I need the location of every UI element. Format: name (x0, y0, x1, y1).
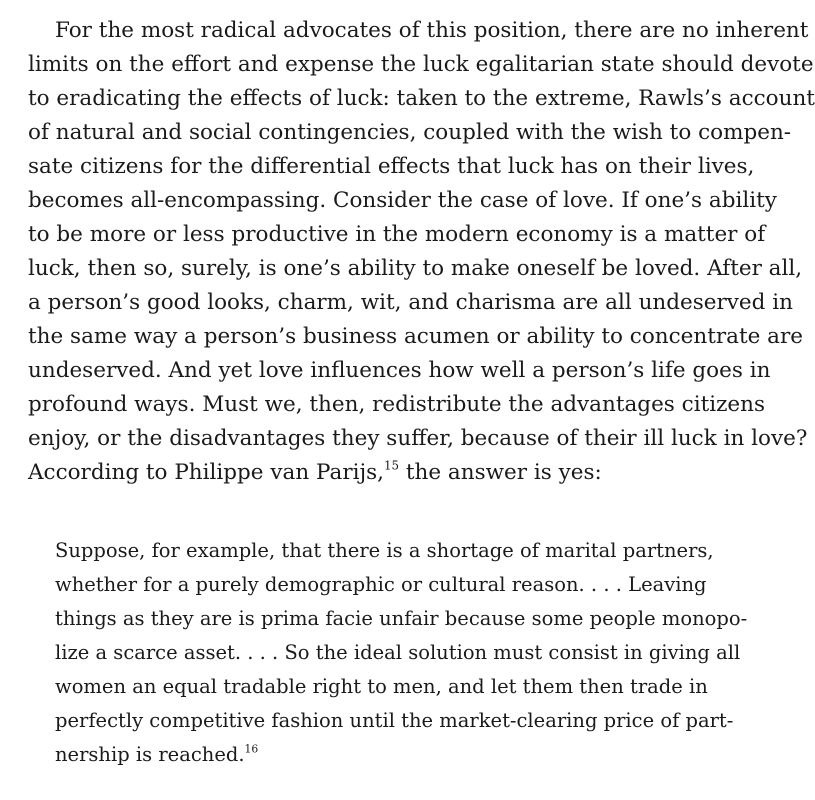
body-paragraph (28, 14, 815, 490)
paragraph-line: of natural and social contingencies, coupled with the wish to compen- (28, 120, 792, 145)
paragraph-line: luck, then so, surely, is one’s ability to make oneself be loved. After all, (28, 256, 803, 281)
quote-last-line (55, 738, 660, 772)
paragraph-last-line-tail: the answer is yes: (399, 460, 602, 485)
paragraph-line: undeserved. And yet love influences how well a person’s life goes in (28, 358, 771, 383)
paragraph-last-line (28, 456, 688, 490)
quote-line: Suppose, for example, that there is a shortage of marital partners, (55, 539, 714, 562)
paragraph-line: to eradicating the effects of luck: taken to the extreme, Rawls’s account (28, 86, 815, 111)
quote-line: perfectly competitive fashion until the market-clearing price of part- (55, 709, 734, 732)
block-quote (55, 534, 748, 772)
paragraph-line: to be more or less productive in the modern economy is a matter of (28, 222, 766, 247)
quote-last-line-text: nership is reached. (55, 743, 245, 766)
footnote-marker-16: 16 (244, 742, 259, 756)
paragraph-line: a person’s good looks, charm, wit, and charisma are all undeserved in (28, 290, 793, 315)
paragraph-line: the same way a person’s business acumen or ability to concentrate are (28, 324, 803, 349)
paragraph-line: limits on the effort and expense the luck egalitarian state should devote (28, 52, 814, 77)
quote-line: lize a scarce asset. . . . So the ideal solution must consist in giving all (55, 641, 741, 664)
paragraph-line: sate citizens for the differential effects that luck has on their lives, (28, 154, 755, 179)
quote-line: things as they are is prima facie unfair because some people monopo- (55, 607, 748, 630)
paragraph-line: For the most radical advocates of this position, there are no inherent (55, 18, 809, 43)
quote-line: whether for a purely demographic or cultural reason. . . . Leaving (55, 573, 707, 596)
quote-line: women an equal tradable right to men, and let them then trade in (55, 675, 708, 698)
paragraph-line: profound ways. Must we, then, redistribute the advantages citizens (28, 392, 766, 417)
paragraph-line: becomes all-encompassing. Consider the case of love. If one’s ability (28, 188, 777, 213)
paragraph-last-line-text: According to Philippe van Parijs, (28, 460, 385, 485)
page (28, 14, 815, 490)
paragraph-line: enjoy, or the disadvantages they suffer, because of their ill luck in love? (28, 426, 808, 451)
footnote-marker-15: 15 (384, 458, 400, 473)
